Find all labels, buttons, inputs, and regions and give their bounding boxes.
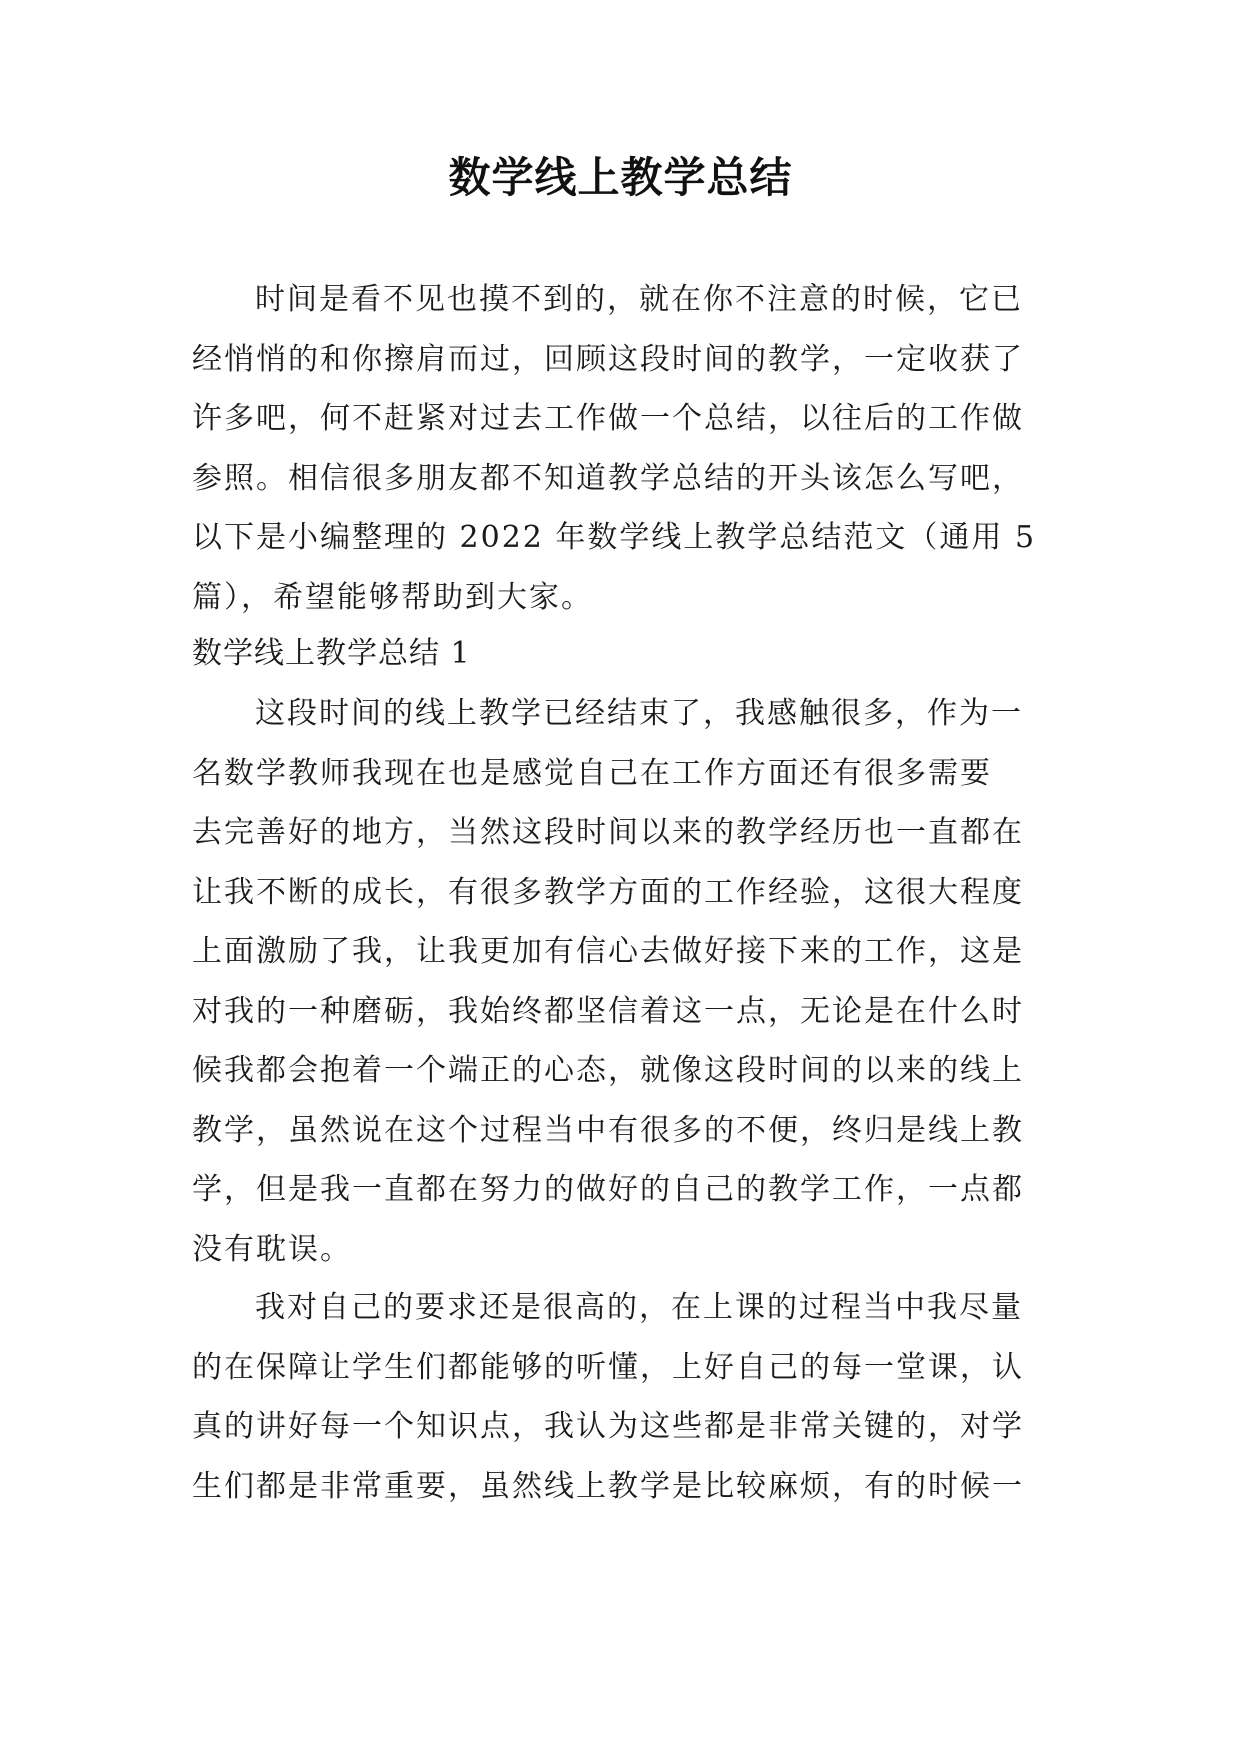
intro-paragraph xyxy=(192,270,1054,627)
text-line: 经悄悄的和你擦肩而过，回顾这段时间的教学，一定收获了 xyxy=(192,341,1024,377)
text-line: 以下是小编整理的 2022 年数学线上教学总结范文（通用 5 xyxy=(192,520,1037,555)
text-line: 上面激励了我，让我更加有信心去做好接下来的工作，这是 xyxy=(192,934,1024,969)
text-line: 候我都会抱着一个端正的心态，就像这段时间的以来的线上 xyxy=(192,1053,1024,1088)
text-line: 时间是看不见也摸不到的，就在你不注意的时候，它已 xyxy=(255,282,1023,317)
section-heading-text: 数学线上教学总结 1 xyxy=(192,636,471,671)
text-line: 我对自己的要求还是很高的，在上课的过程当中我尽量 xyxy=(255,1290,1023,1325)
text-line: 真的讲好每一个知识点，我认为这些都是非常关键的，对学 xyxy=(192,1409,1024,1444)
section1-paragraph1 xyxy=(192,684,1054,1279)
text-line: 篇），希望能够帮助到大家。 xyxy=(192,579,593,615)
section1-paragraph2 xyxy=(192,1278,1054,1516)
text-line: 让我不断的成长，有很多教学方面的工作经验，这很大程度 xyxy=(192,874,1024,910)
text-line: 的在保障让学生们都能够的听懂，上好自己的每一堂课，认 xyxy=(192,1349,1024,1385)
text-line: 对我的一种磨砺，我始终都坚信着这一点，无论是在什么时 xyxy=(192,993,1024,1029)
text-line: 这段时间的线上教学已经结束了，我感触很多，作为一 xyxy=(255,696,1023,731)
document-title: 数学线上教学总结 xyxy=(448,153,793,202)
text-line: 生们都是非常重要，虽然线上教学是比较麻烦，有的时候一 xyxy=(192,1468,1024,1504)
text-line: 学，但是我一直都在努力的做好的自己的教学工作，一点都 xyxy=(192,1172,1024,1207)
text-line: 教学，虽然说在这个过程当中有很多的不便，终归是线上教 xyxy=(192,1112,1024,1148)
text-line: 没有耽误。 xyxy=(192,1231,352,1267)
text-line: 去完善好的地方，当然这段时间以来的教学经历也一直都在 xyxy=(192,815,1024,850)
text-line: 参照。相信很多朋友都不知道教学总结的开头该怎么写吧， xyxy=(192,460,1024,496)
section-heading xyxy=(192,624,1054,684)
text-line: 许多吧，何不赶紧对过去工作做一个总结，以往后的工作做 xyxy=(192,401,1024,436)
text-line: 名数学教师我现在也是感觉自己在工作方面还有很多需要 xyxy=(192,755,992,791)
